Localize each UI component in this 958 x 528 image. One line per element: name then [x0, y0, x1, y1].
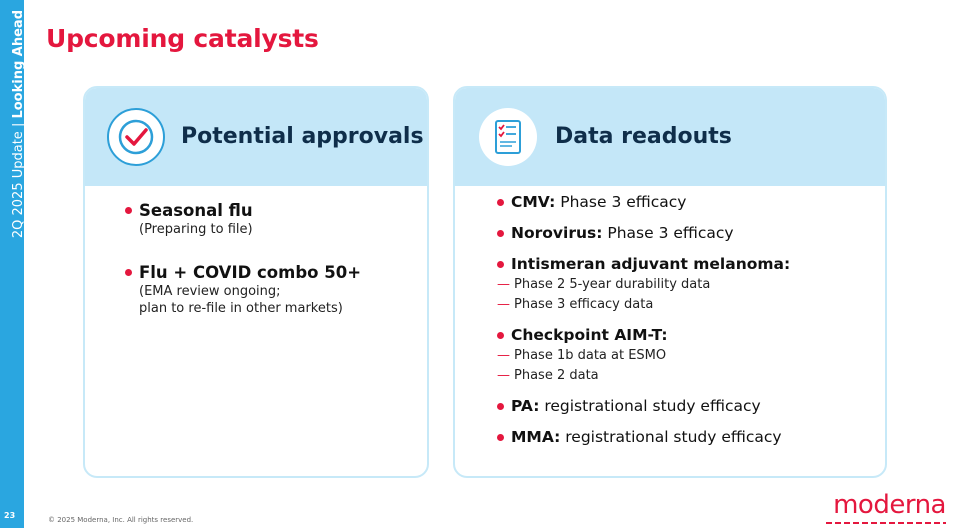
- readout-subitem-text: Phase 3 efficacy data: [514, 297, 654, 312]
- card-title: Potential approvals: [181, 124, 424, 149]
- readouts-list: [497, 192, 790, 458]
- readout-subitem: [497, 346, 790, 366]
- dash-bullet-icon: —: [497, 348, 510, 363]
- readout-item: [497, 223, 790, 244]
- readout-subitem-text: Phase 2 data: [514, 368, 599, 383]
- readout-item: [497, 396, 790, 417]
- approvals-list: [125, 200, 361, 341]
- card-title: Data readouts: [555, 124, 732, 149]
- copyright: © 2025 Moderna, Inc. All rights reserved.: [48, 516, 194, 524]
- checkmark-circle-icon: [107, 108, 165, 166]
- dash-bullet-icon: —: [497, 297, 510, 312]
- readout-item: [497, 254, 790, 315]
- readout-program: Checkpoint AIM-T:: [511, 326, 668, 344]
- page-title: Upcoming catalysts: [46, 24, 319, 53]
- readout-subitem-text: Phase 2 5-year durability data: [514, 277, 711, 292]
- readout-head: [497, 396, 790, 417]
- readout-head: [497, 427, 790, 448]
- readout-program: Intismeran adjuvant melanoma:: [511, 255, 791, 273]
- section-label-date: 2Q 2025 Update |: [11, 118, 26, 239]
- moderna-logo: moderna: [833, 490, 946, 520]
- readout-item: [497, 427, 790, 448]
- readout-head: [497, 254, 790, 275]
- readout-program: MMA:: [511, 428, 561, 446]
- section-label: [12, 10, 26, 280]
- readout-head: [497, 192, 790, 213]
- sidebar: [0, 0, 24, 528]
- approval-note: (Preparing to file): [139, 222, 253, 237]
- readout-subitem: [497, 295, 790, 315]
- potential-approvals-card: [83, 86, 429, 478]
- dash-bullet-icon: —: [497, 277, 510, 292]
- readout-head: [497, 223, 790, 244]
- approval-label: Seasonal flu: [125, 200, 361, 221]
- card-header: [85, 88, 427, 186]
- approval-item: [125, 262, 361, 317]
- card-header: [455, 88, 885, 186]
- readout-subitem-text: Phase 1b data at ESMO: [514, 348, 667, 363]
- dash-bullet-icon: —: [497, 368, 510, 383]
- readout-detail: Phase 3 efficacy: [602, 224, 734, 242]
- logo-underline: [826, 522, 946, 524]
- readout-detail: registrational study efficacy: [560, 428, 782, 446]
- approval-note: plan to re-file in other markets): [139, 301, 343, 316]
- readout-detail: Phase 3 efficacy: [555, 193, 687, 211]
- data-readouts-card: [453, 86, 887, 478]
- section-label-topic: Looking Ahead: [11, 10, 26, 119]
- readout-item: [497, 192, 790, 213]
- readout-head: [497, 325, 790, 346]
- readout-program: PA:: [511, 397, 540, 415]
- readout-program: CMV:: [511, 193, 556, 211]
- checklist-document-icon: [479, 108, 537, 166]
- approval-note: (EMA review ongoing;: [139, 284, 281, 299]
- approval-label: Flu + COVID combo 50+: [125, 262, 361, 283]
- readout-program: Norovirus:: [511, 224, 603, 242]
- readout-subitem: [497, 366, 790, 386]
- approval-item: [125, 200, 361, 238]
- readout-detail: registrational study efficacy: [539, 397, 761, 415]
- page-number: 23: [4, 511, 16, 520]
- readout-subitem: [497, 275, 790, 295]
- readout-item: [497, 325, 790, 386]
